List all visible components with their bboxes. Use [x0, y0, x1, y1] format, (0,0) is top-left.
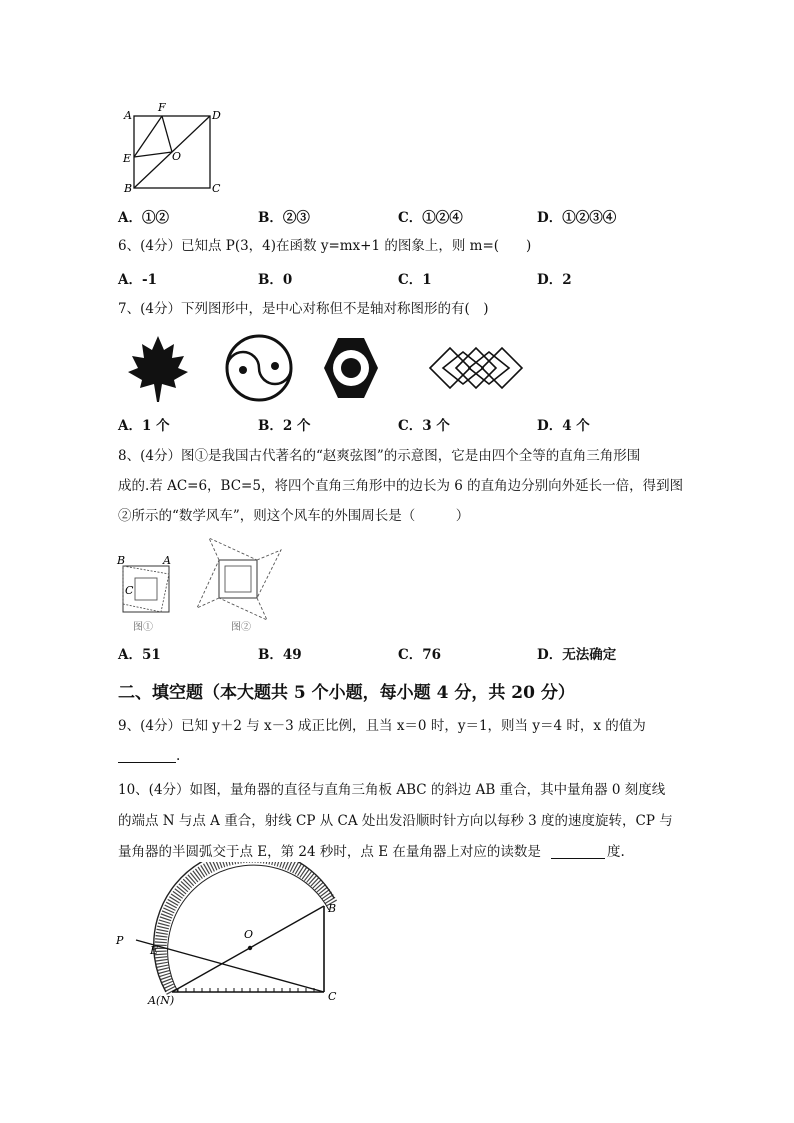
q8-option-c: C．76: [398, 647, 442, 663]
q8-figure-1: [116, 554, 171, 633]
q8-stem-line3: ②所示的“数学风车”，则这个风车的外围周长是（ ）: [118, 508, 470, 524]
q8-figure-2: [197, 538, 281, 633]
label-P: P: [116, 934, 124, 947]
q6-option-b: B．0: [258, 272, 293, 288]
label-D: D: [212, 109, 221, 122]
label-E: E: [150, 944, 159, 957]
q8-fig2-caption: 图②: [231, 622, 251, 633]
q10-stem-line1: 10、(4分）如图，量角器的直径与直角三角板 ABC 的斜边 AB 重合，其中量角器 0 刻度线: [118, 782, 666, 798]
label-C: C: [212, 182, 221, 195]
q8-label-C: C: [125, 584, 134, 597]
label-B: B: [124, 182, 133, 195]
label-E: E: [123, 152, 132, 165]
center-O: [248, 946, 252, 950]
q5-option-d: D．①②③④: [537, 210, 617, 226]
label-F: F: [158, 101, 166, 114]
label-B: B: [328, 902, 337, 915]
q8-stem-line2: 成的.若 AC=6，BC=5，将四个直角三角形中的边长为 6 的直角边分别向外延长一倍，得到图: [118, 478, 684, 494]
q10-protractor-figure: [112, 862, 352, 1012]
q7-option-a: A．1 个: [118, 418, 170, 434]
q10-stem-line3: 量角器的半圆弧交于点 E，第 24 秒时，点 E 在量角器上对应的读数是: [118, 844, 541, 860]
q10-answer-blank[interactable]: [551, 858, 605, 859]
q8-label-A: A: [163, 554, 171, 567]
q8-figures: [115, 536, 290, 636]
q7-option-c: C．3 个: [398, 418, 450, 434]
q6-option-a: A．-1: [118, 272, 157, 288]
q8-option-b: B．49: [258, 647, 302, 663]
q10-unit: 度.: [607, 844, 625, 860]
q7-stem: 7、(4分）下列图形中，是中心对称但不是轴对称图形的有( ): [118, 301, 489, 317]
hexagon-nut-icon: [324, 338, 378, 398]
protractor-scale: [161, 862, 332, 992]
maple-leaf-icon: [128, 336, 188, 402]
q7-option-d: D．4 个: [537, 418, 590, 434]
q8-label-B: B: [117, 554, 126, 567]
q8-option-d: D．无法确定: [537, 647, 617, 663]
q9-period: .: [176, 748, 181, 764]
q8-option-a: A．51: [118, 647, 161, 663]
q9-stem: 9、(4分）已知 y＋2 与 x－3 成正比例，且当 x＝0 时，y＝1，则当 y＝4 时，x 的值为: [118, 718, 646, 734]
q5-option-b: B．②③: [258, 210, 310, 226]
line-AB: [172, 906, 324, 992]
q6-option-c: C．1: [398, 272, 432, 288]
q5-square-figure: [118, 100, 228, 195]
diamond-chain-icon: [430, 348, 522, 388]
label-A: A: [124, 109, 132, 122]
q10-stem-line2: 的端点 N 与点 A 重合，射线 CP 从 CA 处出发沿顺时针方向以每秒 3 度的速度旋转，CP 与: [118, 813, 673, 829]
q7-shapes: [118, 330, 538, 405]
q8-stem-line1: 8、(4分）图①是我国古代著名的“赵爽弦图”的示意图，它是由四个全等的直角三角形围: [118, 448, 641, 464]
label-A-N: A(N): [148, 994, 175, 1007]
q7-option-b: B．2 个: [258, 418, 311, 434]
q5-option-c: C．①②④: [398, 210, 463, 226]
label-C: C: [328, 990, 337, 1003]
label-O: O: [244, 928, 254, 941]
label-O: O: [172, 150, 182, 163]
q6-option-d: D．2: [537, 272, 572, 288]
q9-answer-blank[interactable]: [118, 762, 176, 763]
yin-yang-icon: [227, 336, 291, 400]
q5-option-a: A．①②: [118, 210, 169, 226]
section-2-title: 二、填空题（本大题共 5 个小题，每小题 4 分，共 20 分）: [118, 683, 575, 703]
q8-fig1-caption: 图①: [133, 622, 153, 633]
q6-stem: 6、(4分）已知点 P(3，4)在函数 y=mx+1 的图象上，则 m=( ): [118, 238, 532, 254]
